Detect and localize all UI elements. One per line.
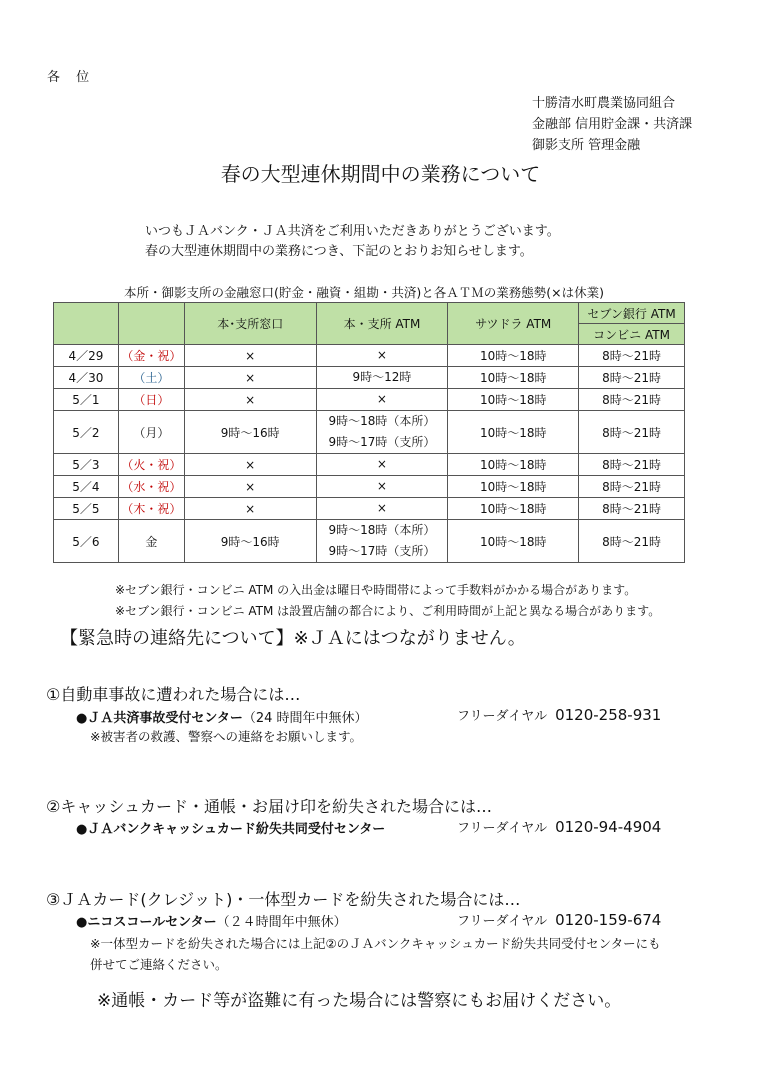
cell-date: 4／30 (54, 367, 119, 389)
header-window: 本･支所窓口 (184, 303, 316, 345)
cell-window: × (184, 498, 316, 520)
cell-day: （火・祝） (118, 454, 184, 476)
table-row (54, 389, 685, 411)
table-row (54, 345, 685, 367)
emergency-heading: 【緊急時の連絡先について】※ＪＡにはつながりません。 (60, 628, 526, 649)
table-row (54, 367, 685, 389)
section-1-contact-note: （24 時間年中無休） (242, 711, 368, 726)
section-1-contact-name: ●ＪＡ共済事故受付センター (76, 711, 243, 726)
cell-satsudora: 10時～18時 (448, 411, 579, 454)
cell-date: 4／29 (54, 345, 119, 367)
cell-date: 5／2 (54, 411, 119, 454)
header-atm: 本・支所 ATM (316, 303, 448, 345)
table-row (54, 411, 685, 454)
final-note: ※通帳・カード等が盗難に有った場合には警察にもお届けください。 (97, 991, 622, 1011)
header-conveni: コンビニ ATM (579, 324, 685, 345)
cell-atm (316, 520, 448, 563)
section-2-dial (457, 817, 661, 836)
cell-window: 9時～16時 (184, 411, 316, 454)
intro-line-1: いつもＪＡバンク・ＪＡ共済をご利用いただきありがとうございます。 (145, 224, 560, 239)
cell-conveni: 8時～21時 (579, 411, 685, 454)
cell-date: 5／6 (54, 520, 119, 563)
section-2-dial-number: 0120-94-4904 (555, 818, 662, 836)
cell-window: 9時～16時 (184, 520, 316, 563)
cell-day: （金・祝） (118, 345, 184, 367)
section-3-contact (76, 911, 347, 930)
section-1-dial (457, 705, 661, 724)
cell-date: 5／3 (54, 454, 119, 476)
section-2-contact (76, 818, 385, 837)
cell-satsudora: 10時～18時 (448, 345, 579, 367)
cell-satsudora: 10時～18時 (448, 389, 579, 411)
cell-window: × (184, 367, 316, 389)
header-satsudora: サツドラ ATM (448, 303, 579, 345)
cell-atm (316, 476, 448, 498)
section-3-contact-note: （２４時間年中無休） (216, 915, 347, 930)
cell-window: × (184, 454, 316, 476)
cell-atm-line: × (376, 348, 387, 362)
cell-conveni: 8時～21時 (579, 476, 685, 498)
section-1-sub-note: ※被害者の救護、警察への連絡をお願いします。 (90, 729, 362, 744)
cell-conveni: 8時～21時 (579, 498, 685, 520)
section-3-sub-note-1: ※一体型カードを紛失された場合には上記②のＪＡバンクキャッシュカード紛失共同受付センターにも (90, 936, 661, 951)
header-date (54, 303, 119, 345)
org-line-2: 金融部 信用貯金課・共済課 (532, 117, 693, 132)
cell-window: × (184, 345, 316, 367)
cell-atm-line: 9時～18時（本所） (328, 414, 436, 428)
cell-day: （木・祝） (118, 498, 184, 520)
section-3-heading: ③ＪＡカード(クレジット)・一体型カードを紛失された場合には… (46, 890, 521, 909)
cell-day: 金 (118, 520, 184, 563)
cell-satsudora: 10時～18時 (448, 520, 579, 563)
cell-satsudora: 10時～18時 (448, 498, 579, 520)
cell-satsudora: 10時～18時 (448, 367, 579, 389)
cell-atm-line: × (376, 457, 387, 471)
cell-atm-line: 9時～17時（支所） (328, 435, 436, 449)
cell-window: × (184, 389, 316, 411)
org-line-3: 御影支所 管理金融 (532, 138, 641, 153)
cell-atm-line: 9時～12時 (352, 370, 412, 384)
org-line-1: 十勝清水町農業協同組合 (532, 96, 676, 111)
table-caption: 本所・御影支所の金融窓口(貯金・融資・組勘・共済)と各ＡＴＭの業務態勢(×は休業) (124, 285, 604, 300)
cell-date: 5／5 (54, 498, 119, 520)
cell-conveni: 8時～21時 (579, 389, 685, 411)
section-1-heading: ①自動車事故に遭われた場合には… (46, 685, 301, 704)
header-day (118, 303, 184, 345)
cell-atm (316, 389, 448, 411)
cell-atm-line: × (376, 392, 387, 406)
page-title: 春の大型連休期間中の業務について (220, 162, 541, 186)
table-note-2: ※セブン銀行・コンビニ ATM は設置店舗の都合により、ご利用時間が上記と異なる場合があります。 (115, 604, 661, 618)
cell-satsudora: 10時～18時 (448, 454, 579, 476)
cell-date: 5／1 (54, 389, 119, 411)
cell-conveni: 8時～21時 (579, 345, 685, 367)
cell-atm-line: × (376, 479, 387, 493)
cell-atm-line: 9時～17時（支所） (328, 544, 436, 558)
section-2-heading: ②キャッシュカード・通帳・お届け印を紛失された場合には… (46, 797, 493, 816)
section-3-sub-note-2: 併せてご連絡ください。 (90, 957, 228, 972)
section-3-contact-name: ●ニコスコールセンター (76, 915, 217, 930)
section-3-dial-number: 0120-159-674 (555, 911, 662, 929)
section-2-dial-label: フリーダイヤル (457, 821, 548, 836)
cell-atm (316, 367, 448, 389)
table-note-1: ※セブン銀行・コンビニ ATM の入出金は曜日や時間帯によって手数料がかかる場合があります。 (115, 583, 637, 597)
schedule-table (53, 302, 685, 563)
table-row (54, 476, 685, 498)
cell-satsudora: 10時～18時 (448, 476, 579, 498)
cell-atm (316, 454, 448, 476)
cell-atm (316, 498, 448, 520)
cell-conveni: 8時～21時 (579, 454, 685, 476)
intro-line-2: 春の大型連休期間中の業務につき、下記のとおりお知らせします。 (145, 244, 533, 259)
header-seven: セブン銀行 ATM (579, 303, 685, 324)
section-1-dial-number: 0120-258-931 (555, 706, 662, 724)
table-row (54, 454, 685, 476)
cell-day: （日） (118, 389, 184, 411)
section-1-dial-label: フリーダイヤル (457, 709, 548, 724)
cell-day: （月） (118, 411, 184, 454)
section-3-dial (457, 910, 661, 929)
section-3-dial-label: フリーダイヤル (457, 914, 548, 929)
addressee: 各 位 (47, 70, 96, 85)
cell-atm (316, 411, 448, 454)
table-row (54, 498, 685, 520)
cell-conveni: 8時～21時 (579, 520, 685, 563)
cell-conveni: 8時～21時 (579, 367, 685, 389)
cell-atm-line: × (376, 501, 387, 515)
cell-day: （水・祝） (118, 476, 184, 498)
cell-atm (316, 345, 448, 367)
cell-atm-line: 9時～18時（本所） (328, 523, 436, 537)
section-2-contact-name: ●ＪＡバンクキャッシュカード紛失共同受付センター (76, 822, 386, 837)
section-1-contact (76, 707, 368, 726)
table-row (54, 520, 685, 563)
cell-day: （土） (118, 367, 184, 389)
cell-date: 5／4 (54, 476, 119, 498)
cell-window: × (184, 476, 316, 498)
